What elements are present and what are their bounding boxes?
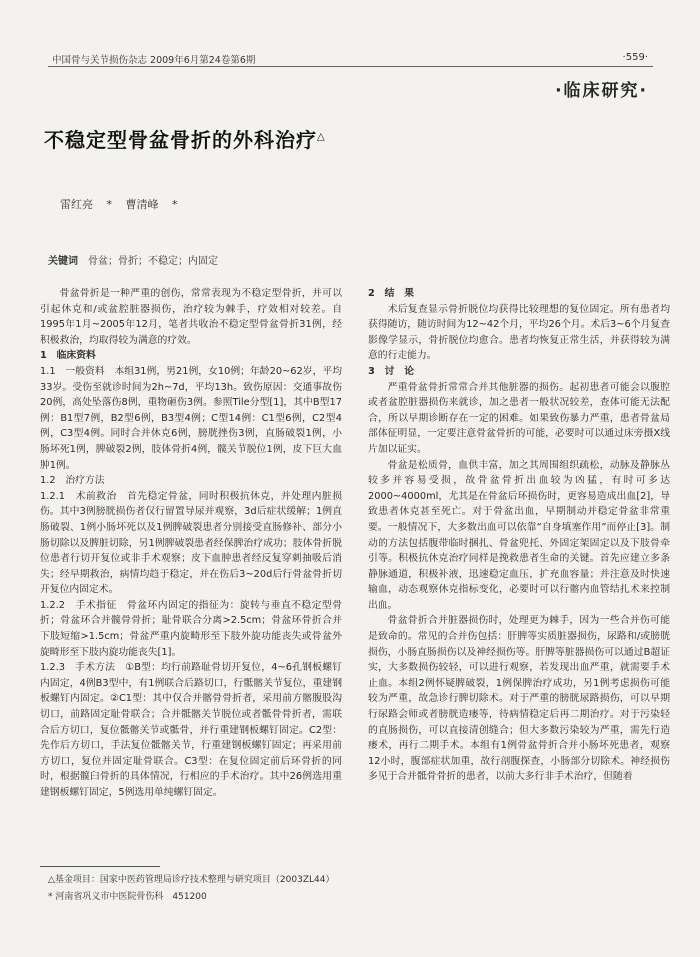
subsection-paragraph: 1.2.2 手术指征 骨盆环内固定的指征为：旋转与垂直不稳定型骨折；骨盆环合并髋骨骨折；耻骨联合分离>2.5cm；骨盆环骨折合并下肢短缩>1.5cm；骨盆严重内旋畸形至下肢外旋功能丧失或骨盆外旋畸形至下肢内旋功能丧失[1]。 bbox=[40, 599, 342, 658]
paragraph: 严重骨盆骨折常常合并其他脏器的损伤。起初患者可能会以腹腔或者盆腔脏器损伤来就诊，加之患者一般状况较差，查体可能无法配合，所以早期诊断存在一定的困难。如果致伤暴力严重，患者骨盆局部体征明显，一定要注意骨盆骨折的可能，必要时可以通过床旁摄X线片加以证实。 bbox=[368, 381, 670, 455]
title-text: 不稳定型骨盆骨折的外科治疗 bbox=[44, 128, 317, 152]
keywords-text: 骨盆；骨折；不稳定；内固定 bbox=[88, 256, 218, 267]
subsection-paragraph: 1.2.1 术前救治 首先稳定骨盆，同时积极抗休克，并处理内脏损伤。其中3例膀胱损伤者仅行留置导尿并观察，3d后症状缓解；1例直肠破裂、1例小肠坏死以及1例脾破裂患者分别接受直肠修补、部分小肠切除以及脾脏切除，另1例脾破裂患者经保脾治疗成功；肢体骨折脱位患者行切开复位或非手术观察；皮下血肿患者经反复穿刺抽吸后消失；经早期救治，病情均趋于稳定，并在伤后3~20d后行骨盆骨折切开复位内固定术。 bbox=[40, 490, 342, 596]
section-heading: 2 结 果 bbox=[368, 288, 415, 299]
journal-header: 中国骨与关节损伤杂志 2009年6月第24卷第6期 bbox=[52, 55, 256, 66]
paragraph: 骨盆骨折合并脏器损伤时，处理更为棘手，因为一些合并伤可能是致命的。常见的合并伤包括：肝脾等实质脏器损伤，尿路和/或膀胱损伤，小肠直肠损伤以及神经损伤等。肝脾等脏器损伤可以通过B超证实，大多数损伤较轻，可以进行观察，若发现出血严重，就需要手术止血。本组2例怀疑脾破裂，1例保脾治疗成功，另1例考虑损伤可能较为严重，故急诊行脾切除术。对于严重的膀胱尿路损伤，可以早期行尿路会师或者膀胱造瘘等，待病情稳定后再二期治疗。对于污染轻的直肠损伤，可以直接清创缝合；但大多数污染较为严重，需先行造瘘术，再行二期手术。本组有1例骨盆骨折合并小肠坏死患者，观察12小时，腹部症状加重，故行剖腹探查，小肠部分切除术。神经损伤多见于合并骶骨骨折的患者，以前大多行非手术治疗，但随着 bbox=[368, 615, 670, 783]
paragraph: 骨盆骨折是一种严重的创伤，常常表现为不稳定型骨折，并可以引起休克和/或盆腔脏器损伤，治疗较为棘手，疗效相对较差。自1995年1月~2005年12月，笔者共收治不稳定型骨盆骨折31例，经积极救治，均取得较为满意的疗效。 bbox=[40, 288, 342, 346]
subsection-paragraph: 1.1 一般资料 本组31例，男21例，女10例；年龄20~62岁，平均33岁。受伤至就诊时间为2h~7d，平均13h。致伤原因：交通事故伤20例，高处坠落伤8例，重物砸伤3例。参照Tile分型[1]，其中B型17例：B1型7例，B2型6例，B3型4例；C型14例：C1型6例，C2型4例，C3型4例。同时合并休克6例，膀胱挫伤3例，直肠破裂1例，小肠坏死1例，脾破裂2例，肢体骨折4例，髋关节脱位1例，皮下巨大血肿1例。 bbox=[40, 365, 342, 471]
section-label: ·临床研究· bbox=[555, 81, 648, 101]
paragraph: 术后复查显示骨折脱位均获得比较理想的复位固定。所有患者均获得随访，随访时间为12~42个月，平均26个月。术后3~6个月复查影像学显示，骨折脱位均愈合。患者均恢复正常生活，并获得较为满意的行走能力。 bbox=[368, 303, 670, 362]
section-heading: 1 临床资料 bbox=[40, 350, 96, 362]
keywords-label: 关键词 bbox=[48, 256, 78, 267]
left-column bbox=[40, 286, 342, 801]
section-heading: 3 讨 论 bbox=[368, 365, 415, 377]
keywords bbox=[48, 252, 218, 267]
right-column bbox=[368, 286, 670, 785]
article-title bbox=[44, 124, 326, 153]
title-mark: △ bbox=[317, 131, 326, 143]
footnote-fund: △基金项目：国家中医药管理局诊疗技术整理与研究项目（2003ZL44） bbox=[48, 875, 335, 885]
paragraph: 骨盆是松质骨，血供丰富，加之其周围组织疏松，动脉及静脉丛较多并容易受损，故骨盆骨折出血较为凶猛，有时可多达2000~4000ml，尤其是在骨盆后环损伤时，更容易造成出血[2]，导致患者休克甚至死亡。对于骨盆出血，早期制动并稳定骨盆非常重要。一般情况下，大多数出血可以依靠“自身填塞作用”而停止[3]。制动的方法包括腹带临时捆扎、骨盆兜托、外固定架固定以及下肢骨牵引等。积极抗休克治疗同样是挽救患者生命的关键。首先应建立多条静脉通道，积极补液，迅速稳定血压，扩充血容量；并注意及时快速输血，动态观察休克指标变化，必要时可以行髂内血管结扎术来控制出血。 bbox=[368, 459, 670, 611]
authors: 雷红亮 * 曹清峰 * bbox=[60, 198, 178, 211]
header-rule bbox=[48, 66, 653, 67]
subsection-paragraph: 1.2 治疗方法 bbox=[40, 475, 105, 487]
page-number: ·559· bbox=[622, 52, 648, 63]
footnote-affiliation: * 河南省巩义市中医院骨伤科 451200 bbox=[48, 892, 207, 902]
footnote-rule bbox=[40, 866, 160, 867]
subsection-paragraph: 1.2.3 手术方法 ①B型：均行前路耻骨切开复位，4~6孔钢板螺钉内固定，4例B3型中，有1例联合后路切口，行骶髂关节复位，重建钢板螺钉内固定。②C1型：其中仅合并髂骨骨折者，采用前方髂腹股沟切口，前路固定耻骨联合；合并骶髂关节脱位或者骶骨骨折者，需联合后方切口，复位骶髂关节或骶骨，并行重建钢板螺钉固定。C2型：先作后方切口，手法复位骶髂关节，行重建钢板螺钉固定；再采用前方切口，复位并固定耻骨联合。C3型：在复位固定前后环骨折的同时，根据髋臼骨折的具体情况，行相应的手术治疗。其中26例选用重建钢板螺钉固定，5例选用单纯螺钉固定。 bbox=[40, 662, 342, 798]
